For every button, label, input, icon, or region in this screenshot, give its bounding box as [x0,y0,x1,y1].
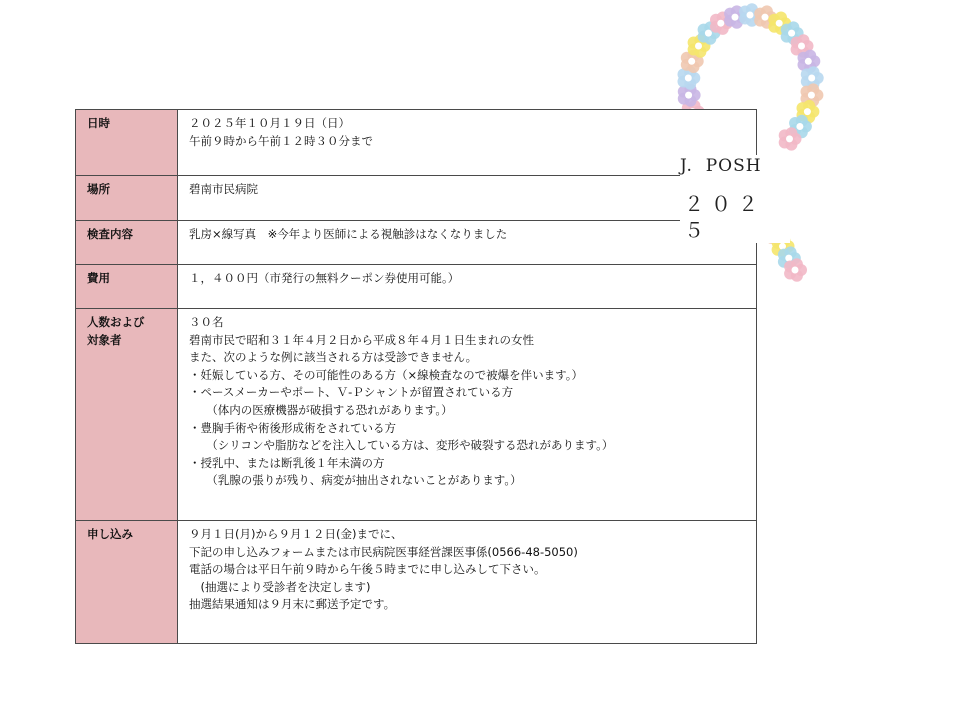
content-exam: 乳房×線写真 ※今年より医師による視触診はなくなりました [178,221,757,265]
logo-year: ２０２５ [684,192,765,242]
label-apply-text: 申し込み [87,527,133,541]
label-people-text-2: 対象者 [87,332,122,347]
content-people: ３０名 碧南市民で昭和３１年４月２日から平成８年４月１日生まれの女性 また、次のような例に該当される方は受診できません。 ・妊娠している方、その可能性のある方（×線検査なので被爆を伴います。） ・ペースメーカーやポート、Ｖ-Ｐシャントが留置されている方 （体内の医療機器が破損する恐れがあります。） ・豊胸手術や術後形成術をされている方 （シリコンや脂肪などを注入している方は、変形や破裂する恐れがあります。） ・授乳中、または断乳後１年未満の方 （乳腺の張りが残り、病変が抽出されないことがあります。） [178,309,757,521]
label-apply [76,521,178,644]
table-row-fee [76,265,757,309]
content-datetime: ２０２５年１０月１９日（日） 午前９時から午前１２時３０分まで [178,110,757,176]
table-row-place [76,176,757,221]
label-people [76,309,178,521]
label-place-text: 場所 [87,182,110,196]
table-row-apply [76,521,757,644]
label-exam [76,221,178,265]
checkup-info-table [75,109,757,644]
table-row-people [76,309,757,521]
label-datetime [76,110,178,176]
label-exam-text: 検査内容 [87,227,133,241]
content-fee: １，４００円（市発行の無料クーポン券使用可能。） [178,265,757,309]
table-row-datetime [76,110,757,176]
logo-text [680,155,790,243]
content-apply: ９月１日(月)から９月１２日(金)までに、 下記の申し込みフォームまたは市民病院医事経営課医事係(0566-48-5050) 電話の場合は平日午前９時から午後５時までに申し込みして下さい。 (抽選により受診者を決定します) 抽選結果通知は９月末に郵送予定です。 [178,521,757,644]
flower-icon [784,258,807,281]
label-fee [76,265,178,309]
label-people-text-1: 人数および [87,315,145,329]
content-place: 碧南市民病院 [178,176,757,221]
logo-name: J. POSH [680,156,762,176]
label-place [76,176,178,221]
table-row-exam [76,221,757,265]
label-fee-text: 費用 [87,271,110,285]
label-datetime-text: 日時 [87,116,110,130]
